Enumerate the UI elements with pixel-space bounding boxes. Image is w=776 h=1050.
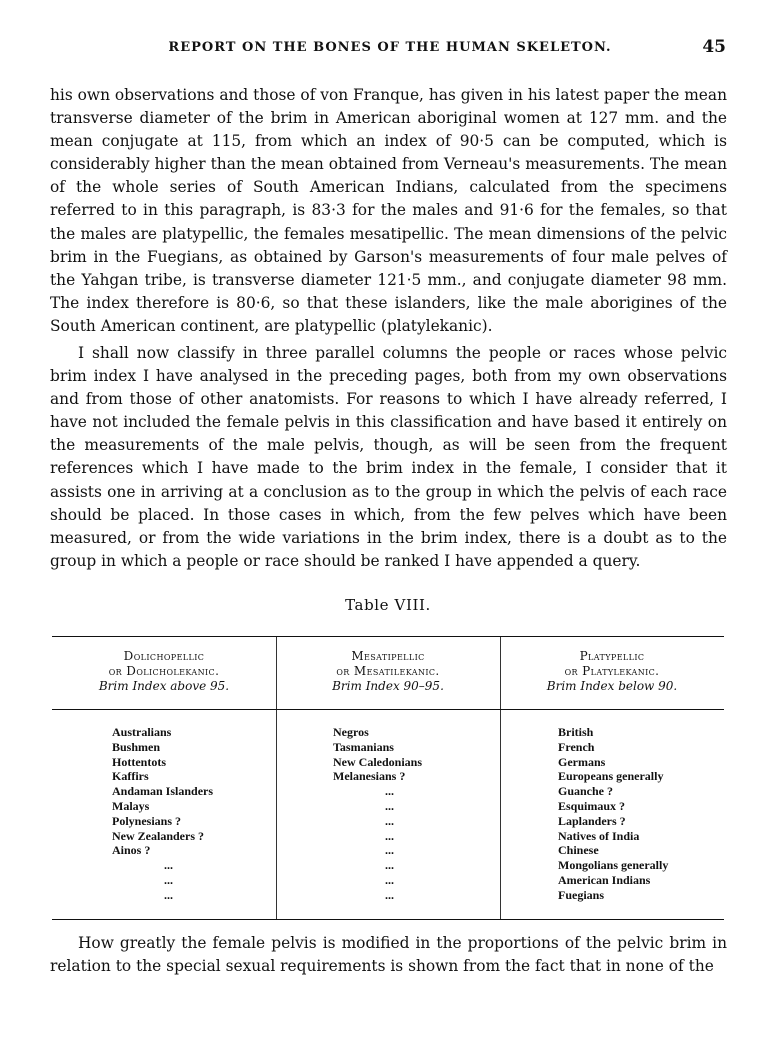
list-item: Negros xyxy=(333,725,369,739)
classification-table xyxy=(52,636,724,920)
list-item: Esquimaux ? xyxy=(558,798,626,813)
list-placeholder: ... xyxy=(164,858,173,873)
list-item: New Zealanders ? xyxy=(112,828,204,843)
column-title: Platypellic xyxy=(579,649,645,663)
column-index-range: Brim Index above 95. xyxy=(98,679,230,693)
list-placeholder: ... xyxy=(385,813,394,828)
column-subtitle: or Mesatilekanic. xyxy=(336,664,440,678)
list-placeholder: ... xyxy=(385,828,394,843)
list-item: Germans xyxy=(558,754,606,769)
paragraph-1: his own observations and those of von Franque, has given in his latest paper the mean transverse diameter of the brim in American aboriginal women at 127 mm. and the mean conjugate at 115, from which an index of 90·5 can be computed, which is considerably higher than the mean obtained from Verneau's measurements. The mean of the whole series of South American Indians, calculated from the specimens referred to in this paragraph, is 83·3 for the males and 91·6 for the females, so that the males are platypellic, the females mesatipellic. The mean dimensions of the pelvic brim in the Fuegians, as obtained by Garson's measurements of four male pelves of the Yahgan tribe, is transverse diameter 121·5 mm., and conjugate diameter 98 mm. The index therefore is 80·6, so that these islanders, like the male aborigines of the South American continent, are platypellic (platylekanic). xyxy=(50,86,727,335)
list-item: French xyxy=(558,739,595,754)
list-item: Natives of India xyxy=(558,828,640,843)
list-item: American Indians xyxy=(558,872,651,887)
list-item: Kaffirs xyxy=(112,769,149,784)
table-caption: Table VIII. xyxy=(345,596,431,614)
list-placeholder: ... xyxy=(164,887,173,902)
paragraph-2: I shall now classify in three parallel columns the people or races whose pelvic brim index I have analysed in the preceding pages, both from my own observations and from those of other anatomists. For reasons to which I have already referred, I have not included the female pelvis in this classification and have based it entirely on the measurements of the male pelvis, though, as will be seen from the frequent references which I have made to the brim index in the female, I consider that it assists one in arriving at a conclusion as to the group in which the pelvis of each race should be placed. In those cases in which, from the few pelves which have been measured, or from the wide variations in the brim index, there is a doubt as to the group in which a people or race should be ranked I have appended a query. xyxy=(50,344,727,570)
list-item: Malays xyxy=(112,798,150,813)
list-item: Hottentots xyxy=(112,754,166,769)
list-item: New Caledonians xyxy=(333,754,423,769)
list-placeholder: ... xyxy=(385,843,394,858)
paragraph-3: How greatly the female pelvis is modified in the proportions of the pelvic brim in relation to the special sexual requirements is shown from the fact that in none of the xyxy=(50,934,727,976)
column-header-platypellic xyxy=(500,649,724,694)
column-header-dolichopellic xyxy=(52,649,276,694)
column-title: Dolichopellic xyxy=(123,649,205,663)
column-subtitle: or Platylekanic. xyxy=(564,664,660,678)
list-item: Europeans generally xyxy=(558,769,664,784)
column-header-mesatipellic xyxy=(276,649,500,694)
column-list-dolichopellic xyxy=(112,725,213,903)
list-item: Andaman Islanders xyxy=(112,784,214,799)
running-title: REPORT ON THE BONES OF THE HUMAN SKELETON. xyxy=(168,40,612,55)
column-list-mesatipellic xyxy=(333,725,422,903)
column-index-range: Brim Index 90–95. xyxy=(332,679,444,693)
list-item: Mongolians generally xyxy=(558,858,669,873)
column-index-range: Brim Index below 90. xyxy=(546,679,678,693)
column-subtitle: or Dolicholekanic. xyxy=(108,664,220,678)
list-item: Guanche ? xyxy=(558,784,614,799)
list-placeholder: ... xyxy=(385,887,394,902)
list-item: Fuegians xyxy=(558,887,605,902)
list-placeholder: ... xyxy=(385,872,394,887)
header-rule xyxy=(52,709,724,710)
list-item: Laplanders ? xyxy=(558,813,626,828)
list-item: Tasmanians xyxy=(333,739,394,754)
column-title: Mesatipellic xyxy=(351,649,425,663)
list-placeholder: ... xyxy=(385,784,394,799)
list-item: Melanesians ? xyxy=(333,769,406,784)
running-header xyxy=(50,37,730,66)
page-number: 45 xyxy=(702,37,726,57)
list-item: Bushmen xyxy=(112,739,161,754)
column-list-platypellic xyxy=(558,725,668,903)
list-item: British xyxy=(558,725,594,739)
list-item: Chinese xyxy=(558,843,599,858)
list-placeholder: ... xyxy=(385,798,394,813)
list-item: Ainos ? xyxy=(112,843,151,858)
list-placeholder: ... xyxy=(164,872,173,887)
list-item: Polynesians ? xyxy=(112,813,182,828)
list-placeholder: ... xyxy=(385,858,394,873)
list-item: Australians xyxy=(112,725,172,739)
